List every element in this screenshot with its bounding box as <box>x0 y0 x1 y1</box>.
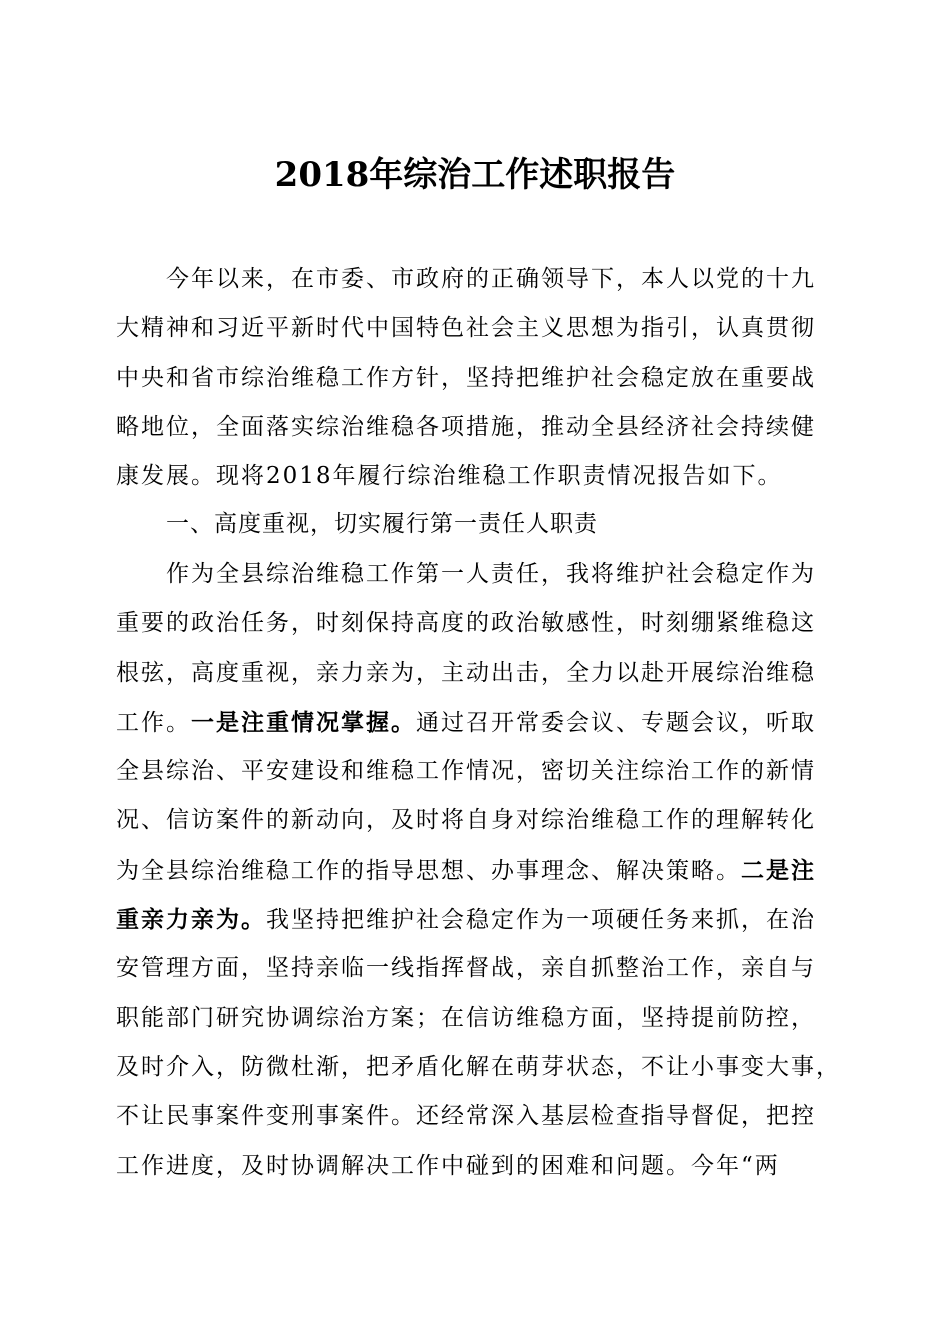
paragraph-line: 重要的政治任务，时刻保持高度的政治敏感性，时刻绷紧维稳这 <box>116 610 816 637</box>
text-run: 通过召开常委会议、专题会议，听取 <box>416 709 816 736</box>
section1-paragraph <box>116 550 841 1191</box>
text-run: 为全县综治维稳工作的指导思想、办事理念、解决策略。 <box>116 857 741 884</box>
paragraph-line: 根弦，高度重视，亲力亲为，主动出击，全力以赴开展综治维稳 <box>116 659 816 686</box>
emphasis-point-2-start: 二是注 <box>741 856 816 884</box>
paragraph-line: 康发展。现将2018年履行综治维稳工作职责情况报告如下。 <box>116 463 783 490</box>
paragraph-line <box>116 895 836 944</box>
text-run: 我坚持把维护社会稳定作为一项硬任务来抓，在治 <box>266 907 816 934</box>
paragraph-line: 及时介入，防微杜渐，把矛盾化解在萌芽状态，不让小事变大事， <box>116 1053 841 1080</box>
paragraph-line: 中央和省市综治维稳工作方针，坚持把维护社会稳定放在重要战 <box>116 364 816 391</box>
paragraph-line: 大精神和习近平新时代中国特色社会主义思想为指引，认真贯彻 <box>116 315 816 342</box>
paragraph-line: 况、信访案件的新动向，及时将自身对综治维稳工作的理解转化 <box>116 807 816 834</box>
emphasis-point-1: 一是注重情况掌握。 <box>191 708 416 736</box>
paragraph-line: 不让民事案件变刑事案件。还经常深入基层检查指导督促，把控 <box>116 1103 816 1130</box>
paragraph-line: 作为全县综治维稳工作第一人责任，我将维护社会稳定作为 <box>166 561 816 587</box>
section-heading: 一、高度重视，切实履行第一责任人职责 <box>166 511 598 537</box>
document-title: 2018年综治工作述职报告 <box>274 155 676 195</box>
paragraph-line: 职能部门研究协调综治方案；在信访维稳方面，坚持提前防控， <box>116 1004 816 1031</box>
intro-paragraph <box>116 255 836 501</box>
paragraph-line: 略地位，全面落实综治维稳各项措施，推动全县经济社会持续健 <box>116 413 816 440</box>
text-run: 工作。 <box>116 709 191 736</box>
paragraph-line: 工作进度，及时协调解决工作中碰到的困难和问题。今年“两 <box>116 1152 780 1179</box>
emphasis-point-2-end: 重亲力亲为。 <box>116 906 266 934</box>
paragraph-line <box>116 698 836 747</box>
paragraph-line: 安管理方面，坚持亲临一线指挥督战，亲自抓整治工作，亲自与 <box>116 955 816 982</box>
paragraph-line: 全县综治、平安建设和维稳工作情况，密切关注综治工作的新情 <box>116 758 816 785</box>
paragraph-line <box>116 846 836 895</box>
paragraph-line: 今年以来，在市委、市政府的正确领导下，本人以党的十九 <box>166 266 816 292</box>
